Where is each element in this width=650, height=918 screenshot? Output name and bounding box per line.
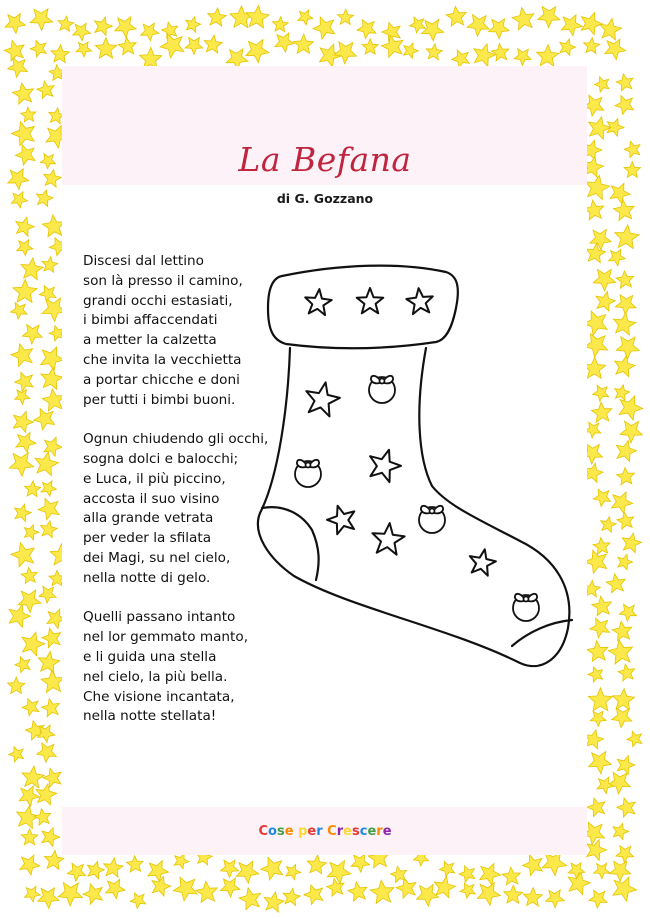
star-icon: [585, 550, 607, 573]
star-icon: [585, 422, 601, 438]
star-icon: [38, 888, 60, 909]
star-icon: [609, 249, 626, 265]
star-icon: [588, 667, 603, 682]
star-icon: [600, 18, 622, 40]
star-icon: [148, 861, 169, 882]
star-icon: [587, 840, 607, 861]
poem-line: Ognun chiudendo gli occhi,: [83, 431, 269, 448]
star-icon: [30, 9, 53, 31]
star-icon: [9, 453, 33, 477]
star-icon: [239, 888, 261, 910]
poem-line: a metter la calzetta: [83, 332, 217, 349]
star-icon: [41, 670, 64, 692]
star-icon: [37, 743, 57, 763]
star-icon: [560, 39, 576, 56]
star-icon: [612, 708, 632, 728]
star-icon: [617, 468, 635, 485]
star-icon: [275, 33, 294, 52]
star-icon: [22, 766, 44, 788]
star-icon: [16, 217, 35, 236]
star-icon: [327, 879, 344, 897]
star-icon: [87, 861, 104, 879]
poem-line: nella notte di gelo.: [83, 569, 211, 586]
star-icon: [616, 441, 636, 462]
star-icon: [20, 855, 40, 875]
star-icon: [593, 385, 609, 401]
star-icon: [622, 533, 641, 553]
star-icon: [4, 41, 24, 62]
star-icon: [581, 13, 602, 35]
star-icon: [410, 17, 426, 33]
star-icon: [13, 411, 33, 432]
star-icon: [584, 463, 603, 482]
stocking-star-icon: [306, 382, 340, 416]
poem-line: alla grande vetrata: [83, 510, 214, 527]
star-icon: [613, 877, 637, 901]
star-icon: [404, 43, 419, 58]
star-icon: [313, 17, 335, 39]
star-icon: [608, 772, 630, 794]
star-icon: [585, 730, 604, 749]
star-icon: [39, 586, 56, 603]
star-icon: [34, 809, 51, 826]
star-icon: [593, 538, 610, 555]
star-icon: [615, 385, 630, 401]
star-icon: [9, 747, 24, 762]
star-icon: [264, 892, 284, 912]
stocking-star-icon: [470, 549, 496, 575]
star-icon: [51, 45, 70, 63]
star-icon: [627, 731, 642, 747]
star-icon: [591, 402, 611, 422]
star-icon: [186, 17, 201, 32]
poem-line: nel cielo, la più bella.: [83, 668, 228, 685]
star-icon: [19, 786, 39, 806]
poem-line: accosta il suo visino: [83, 490, 220, 507]
star-icon: [617, 512, 634, 529]
star-icon: [568, 872, 590, 895]
bow-icon: [419, 506, 445, 533]
poem-line: e li guida una stella: [83, 648, 217, 665]
star-icon: [283, 888, 300, 905]
star-icon: [236, 861, 259, 883]
star-icon: [592, 596, 612, 616]
star-icon: [504, 885, 523, 903]
star-icon: [422, 20, 444, 41]
star-icon: [590, 229, 611, 250]
star-icon: [357, 20, 376, 39]
star-icon: [474, 44, 496, 67]
star-icon: [589, 890, 607, 908]
star-icon: [42, 699, 60, 717]
author-line: di G. Gozzano: [276, 191, 374, 206]
star-icon: [16, 432, 36, 452]
star-icon: [613, 689, 635, 710]
star-icon: [25, 481, 41, 497]
star-icon: [304, 885, 323, 905]
star-icon: [480, 864, 501, 886]
poem-line: i bimbi affaccendati: [83, 312, 218, 329]
star-icon: [426, 44, 442, 60]
star-icon: [42, 257, 58, 273]
star-icon: [95, 17, 113, 36]
star-icon: [606, 574, 625, 593]
star-icon: [601, 517, 617, 533]
star-icon: [286, 864, 301, 879]
star-icon: [546, 890, 565, 908]
poem-line: Che visione incantata,: [83, 688, 235, 705]
star-icon: [115, 17, 136, 38]
star-icon: [22, 632, 45, 656]
star-icon: [37, 81, 54, 98]
star-icon: [612, 621, 632, 640]
star-icon: [382, 35, 403, 57]
star-icon: [605, 39, 626, 60]
star-icon: [351, 854, 369, 872]
poem-line: sogna dolci e balocchi;: [83, 450, 239, 467]
star-icon: [11, 344, 33, 367]
stocking-star-icon: [370, 450, 401, 482]
star-icon: [615, 295, 636, 315]
star-icon: [584, 38, 600, 54]
star-icon: [141, 23, 159, 41]
star-icon: [334, 42, 357, 64]
star-icon: [608, 640, 632, 664]
stocking-star-icon: [327, 506, 354, 535]
star-icon: [617, 798, 636, 817]
star-icon: [439, 861, 454, 876]
star-icon: [590, 618, 610, 638]
star-icon: [41, 368, 63, 390]
poem-line: nella notte stellata!: [83, 708, 217, 725]
star-icon: [348, 882, 367, 901]
star-icon: [21, 567, 37, 583]
stocking-star-icon: [357, 288, 384, 313]
star-icon: [11, 303, 28, 320]
star-icon: [118, 37, 136, 55]
star-icon: [594, 77, 609, 92]
star-icon: [434, 877, 455, 898]
star-icon: [561, 15, 582, 36]
star-icon: [327, 861, 351, 885]
star-icon: [273, 17, 289, 32]
star-icon: [58, 16, 74, 31]
star-icon: [477, 883, 500, 906]
star-icon: [620, 421, 643, 443]
star-icon: [261, 857, 283, 880]
star-icon: [589, 751, 612, 773]
star-icon: [446, 6, 466, 26]
publisher-logo: [0, 824, 650, 839]
bow-icon: [295, 460, 321, 487]
star-icon: [15, 657, 30, 673]
star-icon: [73, 23, 91, 41]
star-icon: [512, 8, 534, 30]
star-icon: [185, 38, 203, 55]
star-icon: [58, 883, 82, 906]
star-icon: [15, 372, 33, 391]
star-icon: [95, 38, 117, 58]
star-icon: [596, 292, 615, 312]
star-icon: [21, 258, 43, 280]
star-icon: [30, 40, 46, 57]
star-icon: [21, 107, 36, 122]
star-icon: [417, 884, 439, 906]
star-icon: [537, 45, 559, 67]
logo-text: Cose per Crescere: [258, 824, 392, 839]
star-icon: [584, 334, 607, 357]
star-icon: [36, 784, 57, 805]
poem-line: che invita la vecchietta: [83, 351, 242, 368]
star-icon: [130, 893, 146, 908]
star-icon: [41, 347, 65, 371]
star-icon: [38, 498, 59, 519]
stocking-star-icon: [406, 288, 433, 314]
star-icon: [616, 846, 634, 863]
star-icon: [612, 492, 633, 514]
stocking-star-icon: [372, 523, 404, 555]
star-icon: [467, 15, 489, 37]
star-icon: [514, 49, 531, 66]
christmas-stocking-icon: [250, 258, 580, 688]
page-title: La Befana: [238, 140, 412, 179]
star-icon: [106, 879, 126, 898]
poem-line: a portar chicche e doni: [83, 371, 240, 388]
star-icon: [25, 886, 41, 902]
star-icon: [15, 504, 32, 521]
star-icon: [38, 651, 60, 673]
poem-line: grandi occhi estasiati,: [83, 292, 233, 309]
star-icon: [246, 40, 269, 63]
poem-line: son là presso il camino,: [83, 272, 243, 289]
star-icon: [542, 852, 567, 876]
star-icon: [45, 850, 64, 869]
star-icon: [294, 34, 314, 53]
star-icon: [22, 325, 42, 344]
star-icon: [41, 521, 58, 538]
star-icon: [12, 83, 33, 104]
star-icon: [104, 858, 123, 877]
star-icon: [67, 863, 85, 881]
star-icon: [127, 856, 144, 872]
star-icon: [391, 866, 407, 882]
star-icon: [523, 855, 543, 876]
star-icon: [13, 279, 37, 302]
star-icon: [43, 768, 61, 787]
star-icon: [8, 677, 25, 694]
star-icon: [588, 688, 612, 711]
bow-icon: [369, 376, 395, 403]
star-icon: [613, 313, 635, 335]
star-icon: [593, 269, 616, 290]
star-icon: [152, 877, 171, 897]
poem-line: e Luca, il più piccino,: [83, 470, 226, 487]
star-icon: [618, 554, 633, 570]
star-icon: [619, 396, 643, 420]
star-icon: [83, 884, 103, 904]
poem-line: dei Magi, su nel cielo,: [83, 549, 231, 566]
star-icon: [230, 6, 253, 28]
star-icon: [298, 10, 313, 25]
star-icon: [307, 855, 326, 874]
star-icon: [589, 117, 611, 140]
star-icon: [594, 863, 610, 878]
star-icon: [338, 9, 354, 24]
star-icon: [17, 240, 33, 256]
star-icon: [9, 605, 30, 627]
star-icon: [590, 711, 606, 726]
poem-line: nel lor gemmato manto,: [83, 629, 249, 646]
star-icon: [459, 866, 475, 882]
poem-line: Quelli passano intanto: [83, 609, 236, 626]
star-icon: [5, 14, 26, 34]
star-icon: [615, 225, 639, 249]
star-icon: [22, 699, 39, 716]
star-icon: [42, 628, 61, 647]
star-icon: [44, 437, 63, 456]
star-icon: [11, 543, 34, 567]
star-icon: [502, 867, 520, 885]
star-icon: [617, 756, 635, 775]
star-icon: [491, 44, 509, 61]
star-icon: [208, 8, 227, 26]
star-icon: [76, 42, 92, 57]
poem-line: per tutti i bimbi buoni.: [83, 391, 236, 408]
star-icon: [196, 881, 218, 902]
star-icon: [618, 664, 635, 681]
star-icon: [362, 39, 378, 54]
stocking-star-icon: [305, 289, 332, 315]
poem-line: Discesi dal lettino: [83, 253, 204, 269]
star-icon: [220, 878, 240, 897]
poem-line: per veder la sfilata: [83, 530, 212, 547]
star-icon: [460, 883, 475, 898]
bow-icon: [513, 594, 539, 621]
star-icon: [489, 19, 510, 39]
star-icon: [160, 34, 184, 58]
star-icon: [204, 35, 222, 53]
star-icon: [246, 5, 269, 28]
star-icon: [616, 337, 639, 359]
star-icon: [615, 96, 634, 115]
star-icon: [370, 880, 394, 903]
star-icon: [24, 525, 39, 540]
star-icon: [587, 641, 608, 662]
star-icon: [619, 604, 636, 621]
star-icon: [221, 860, 239, 877]
star-icon: [616, 271, 634, 288]
star-icon: [597, 777, 614, 794]
star-icon: [174, 854, 189, 869]
star-icon: [593, 489, 610, 506]
star-icon: [173, 877, 197, 901]
star-icon: [587, 798, 605, 817]
star-icon: [538, 7, 560, 28]
star-icon: [34, 409, 55, 430]
star-icon: [615, 356, 636, 377]
star-icon: [523, 888, 542, 906]
star-icon: [616, 74, 633, 91]
star-icon: [41, 481, 56, 497]
